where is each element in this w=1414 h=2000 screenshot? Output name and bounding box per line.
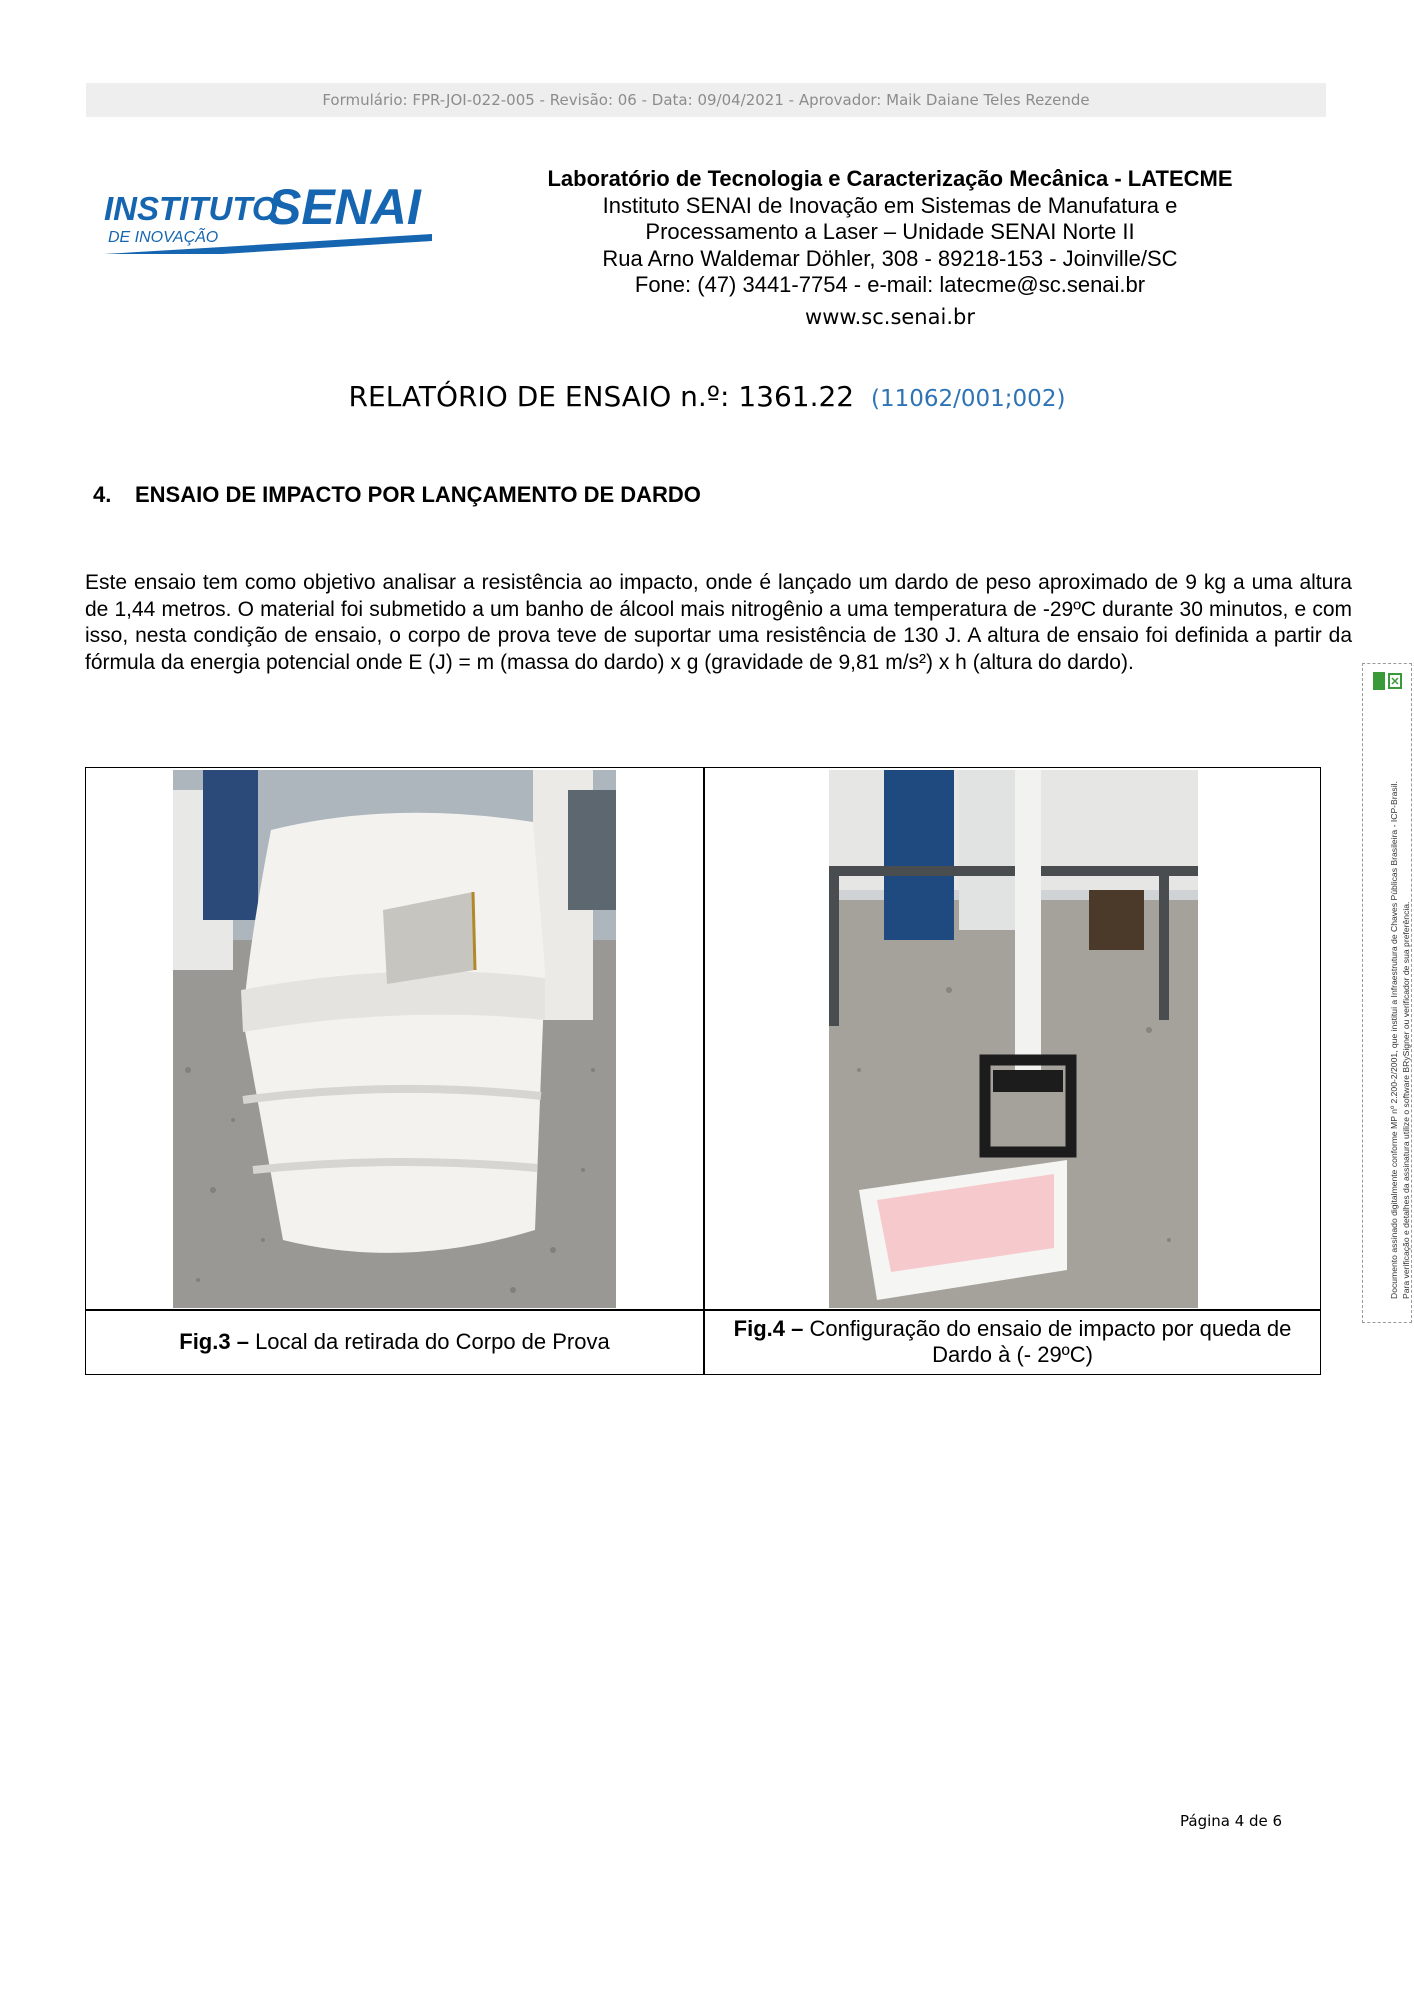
figure-4-text: Configuração do ensaio de impacto por queda de Dardo à (- 29ºC)	[809, 1316, 1292, 1367]
white-drum-photo	[173, 770, 616, 1308]
lab-address: Rua Arno Waldemar Döhler, 308 - 89218-153 - Joinville/SC	[602, 245, 1178, 271]
report-title-text: RELATÓRIO DE ENSAIO n.º: 1361.22	[348, 380, 855, 413]
table-divider-vertical	[703, 768, 705, 1374]
section-body	[85, 570, 1352, 676]
page-number: Página 4 de 6	[1180, 1812, 1283, 1830]
logo-text-senai: SENAI	[268, 179, 421, 235]
signature-line-1: Documento assinado digitalmente conforme MP nº 2.200-2/2001, que institui a Infraestrutura de Chaves Públicas Brasileira - ICP-Brasil.	[1389, 781, 1399, 1299]
section-heading	[93, 482, 701, 508]
form-header-text: Formulário: FPR-JOI-022-005 - Revisão: 06 - Data: 09/04/2021 - Aprovador: Maik Daiane Teles Rezende	[322, 91, 1090, 109]
figure-4-caption	[705, 1310, 1320, 1374]
figure-table	[85, 767, 1321, 1375]
senai-logo	[102, 174, 432, 256]
lab-institute: Instituto SENAI de Inovação em Sistemas de Manufatura e	[602, 192, 1178, 218]
figure-3-text: Local da retirada do Corpo de Prova	[255, 1329, 610, 1354]
lab-unit: Processamento a Laser – Unidade SENAI Norte II	[645, 219, 1135, 244]
section-paragraph: Este ensaio tem como objetivo analisar a resistência ao impacto, onde é lançado um dardo de peso aproximado de 9 kg a uma altura de 1,44 metros. O material foi submetido a um banho de álcool mais nitrogênio a uma temperatura de -29ºC durante 30 minutos, e com isso, nesta condição de ensaio, o corpo de prova teve de suportar uma resistência de 130 J. A altura de ensaio foi definida a partir da fórmula da energia potencial onde E (J) = m (massa do dardo) x g (gravidade de 9,81 m/s²) x h (altura do dardo).	[85, 571, 1352, 674]
report-reference: (11062/001;002)	[871, 386, 1066, 412]
figure-3-caption	[86, 1310, 703, 1374]
section-title: ENSAIO DE IMPACTO POR LANÇAMENTO DE DARDO	[135, 482, 701, 507]
figure-4-label: Fig.4 –	[733, 1316, 804, 1341]
form-header	[86, 83, 1326, 117]
icp-brasil-icon	[1373, 670, 1403, 692]
signature-stamp-text	[1388, 781, 1412, 1299]
lab-title: Laboratório de Tecnologia e Caracterização Mecânica - LATECME	[547, 166, 1233, 191]
figure-3-label: Fig.3 –	[179, 1329, 249, 1354]
dart-impact-rig-photo	[829, 770, 1198, 1308]
digital-signature-stamp	[1362, 663, 1412, 1323]
logo-text-instituto: INSTITUTO	[104, 190, 278, 227]
report-title	[0, 380, 1414, 413]
lab-website: www.sc.senai.br	[805, 304, 975, 329]
section-number: 4.	[93, 482, 112, 507]
logo-text-inovacao: DE INOVAÇÃO	[108, 229, 219, 246]
signature-line-2: Para verificação e detalhes da assinatura utilize o software BRySigner ou verificador de sua preferência.	[1401, 901, 1411, 1299]
lab-contact: Fone: (47) 3441-7754 - e-mail: latecme@sc.senai.br	[634, 272, 1146, 297]
lab-info	[520, 166, 1260, 330]
